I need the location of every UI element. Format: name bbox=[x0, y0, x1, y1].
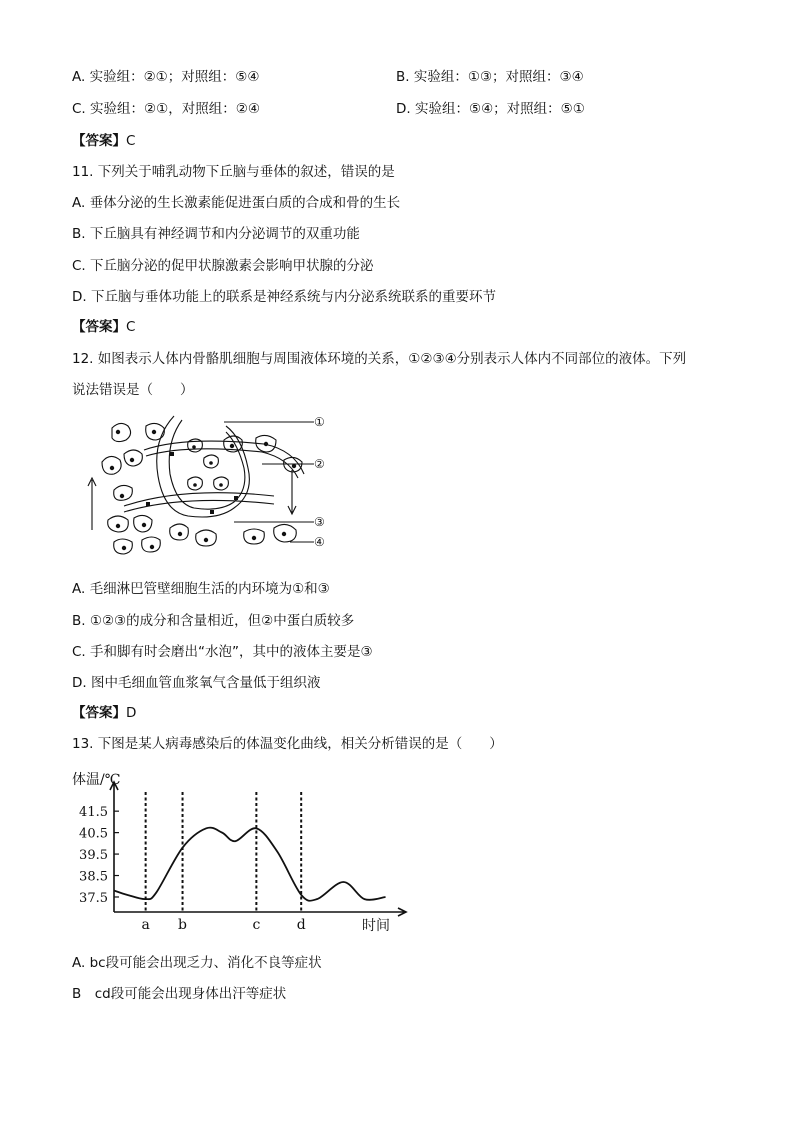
q12-option-b: B. ①②③的成分和含量相近，但②中蛋白质较多 bbox=[72, 613, 355, 629]
q12-stem-line2: 说法错误是（ ） bbox=[72, 382, 194, 398]
answer-label: 【答案】 bbox=[72, 319, 126, 335]
marker-label-b: b bbox=[178, 917, 188, 933]
y-tick-label: 39.5 bbox=[79, 848, 108, 864]
q12-option-a: A. 毛细淋巴管壁细胞生活的内环境为①和③ bbox=[72, 581, 330, 597]
marker-label-a: a bbox=[141, 917, 150, 933]
y-tick-label: 38.5 bbox=[79, 869, 108, 885]
y-tick-label: 41.5 bbox=[79, 805, 108, 821]
fig-label-2: ② bbox=[314, 457, 325, 471]
q12-answer bbox=[72, 704, 136, 722]
y-tick-label: 37.5 bbox=[79, 890, 108, 906]
q11-option-d: D. 下丘脑与垂体功能上的联系是神经系统与内分泌系统联系的重要环节 bbox=[72, 289, 496, 305]
q12-figure bbox=[84, 410, 344, 565]
q12-stem-line1: 12. 如图表示人体内骨骼肌细胞与周围液体环境的关系，①②③④分别表示人体内不同部位的液体。下列 bbox=[72, 351, 687, 367]
q11-stem: 11. 下列关于哺乳动物下丘脑与垂体的叙述，错误的是 bbox=[72, 164, 395, 180]
marker-label-c: c bbox=[252, 917, 261, 933]
y-tick-label: 40.5 bbox=[79, 826, 108, 842]
temperature-chart bbox=[66, 764, 416, 942]
q10-option-a: A. 实验组：②①；对照组：⑤④ bbox=[72, 69, 260, 85]
answer-label: 【答案】 bbox=[72, 705, 126, 721]
x-axis bbox=[114, 908, 406, 916]
q11-answer bbox=[72, 318, 135, 336]
q10-option-c: C. 实验组：②①，对照组：②④ bbox=[72, 101, 260, 117]
fig-label-1: ① bbox=[314, 415, 325, 429]
answer-label: 【答案】 bbox=[72, 133, 126, 149]
answer-value: C bbox=[126, 319, 136, 335]
q13-stem: 13. 下图是某人病毒感染后的体温变化曲线，相关分析错误的是（ ） bbox=[72, 736, 503, 752]
y-axis bbox=[110, 782, 118, 912]
q12-option-c: C. 手和脚有时会磨出“水泡”，其中的液体主要是③ bbox=[72, 644, 373, 660]
y-axis-label: 体温/℃ bbox=[72, 772, 121, 788]
q12-option-d: D. 图中毛细血管血浆氧气含量低于组织液 bbox=[72, 675, 321, 691]
q10-option-b: B. 实验组：①③；对照组：③④ bbox=[396, 69, 584, 85]
q13-option-a: A. bc段可能会出现乏力、消化不良等症状 bbox=[72, 955, 322, 971]
q11-option-b: B. 下丘脑具有神经调节和内分泌调节的双重功能 bbox=[72, 226, 360, 242]
q11-option-a: A. 垂体分泌的生长激素能促进蛋白质的合成和骨的生长 bbox=[72, 195, 401, 211]
answer-value: D bbox=[126, 705, 137, 721]
fig-label-3: ③ bbox=[314, 515, 325, 529]
marker-label-d: d bbox=[296, 917, 306, 933]
q10-option-d: D. 实验组：⑤④；对照组：⑤① bbox=[396, 101, 585, 117]
q13-option-b: B cd段可能会出现身体出汗等症状 bbox=[72, 986, 287, 1002]
fig-label-4: ④ bbox=[314, 535, 325, 549]
q11-option-c: C. 下丘脑分泌的促甲状腺激素会影响甲状腺的分泌 bbox=[72, 258, 374, 274]
answer-value: C bbox=[126, 133, 136, 149]
x-axis-label: 时间 bbox=[362, 918, 390, 934]
temperature-curve bbox=[114, 828, 386, 901]
q10-answer bbox=[72, 132, 135, 150]
